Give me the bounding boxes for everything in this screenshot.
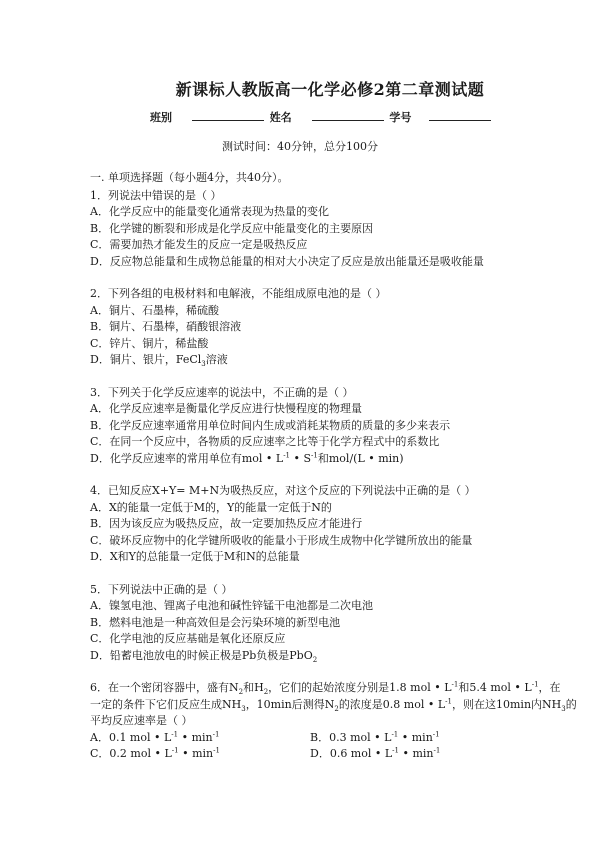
questions xyxy=(90,170,577,763)
option-d[interactable]: D．铅蓄电池放电的时候正极是Pb负极是PbO$_2$ xyxy=(90,648,318,664)
option-a[interactable]: A．铜片、石墨棒，稀硫酸 xyxy=(90,303,219,317)
question-2 xyxy=(90,286,530,369)
option-d[interactable]: D．化学反应速率的常用单位有mol • $L^{-1}$ • $S^{-1}$和mol/(L • min) xyxy=(90,450,404,465)
option-b[interactable]: B．因为该反应为吸热反应，故一定要加热反应才能进行 xyxy=(90,517,363,530)
question-stem-line-3: 平均反应速率是（ ） xyxy=(90,714,193,727)
student-info-line xyxy=(150,108,493,125)
class-label: 班别 xyxy=(150,111,172,124)
option-a[interactable]: A．镍氢电池、锂离子电池和碱性锌锰干电池都是二次电池 xyxy=(90,599,373,612)
option-c[interactable]: C．锌片、铜片，稀盐酸 xyxy=(90,336,209,350)
question-stem-line-2: 一定的条件下它们反应生成$NH_3$，10min后测得$N_2$的浓度是0.8 mol • $L^{-1}$，则在这10min内$NH_3$的 xyxy=(90,696,577,713)
options-row-1 xyxy=(90,730,530,747)
question-4 xyxy=(90,483,530,566)
question-3 xyxy=(90,385,530,468)
question-stem: 1．列说法中错误的是（ ） xyxy=(90,188,222,202)
question-5 xyxy=(90,582,530,665)
question-stem-line-1: 6．在一个密闭容器中，盛有$N_2$和$H_2$，它们的起始浓度分别是1.8 mol • $L^{-1}$和5.4 mol • $L^{-1}$，在 xyxy=(90,680,561,697)
name-label: 姓名 xyxy=(269,111,292,124)
question-stem: 5．下列说法中正确的是（ ） xyxy=(90,582,233,596)
option-a[interactable]: A．化学反应中的能量变化通常表现为热量的变化 xyxy=(90,205,329,218)
option-c[interactable]: C．破坏反应物中的化学键所吸收的能量小于形成生成物中化学键所放出的能量 xyxy=(90,533,473,547)
option-b[interactable]: B．化学键的断裂和形成是化学反应中能量变化的主要原因 xyxy=(90,221,374,235)
option-d[interactable]: D．X和Y的总能量一定低于M和N的总能量 xyxy=(90,550,300,563)
question-stem: 4．已知反应X+Y= M+N为吸热反应，对这个反应的下列说法中正确的是（ ） xyxy=(90,484,476,497)
option-b[interactable]: B．0.3 mol • $L^{-1}$ • $\min^{-1}$ xyxy=(310,729,440,744)
option-a[interactable]: A．化学反应速率是衡量化学反应进行快慢程度的物理量 xyxy=(90,402,362,415)
section-heading: 一. 单项选择题（每小题4分，共40分）。 xyxy=(90,171,289,184)
name-blank[interactable] xyxy=(312,108,384,121)
option-c[interactable]: C．需要加热才能发生的反应一定是吸热反应 xyxy=(90,238,308,251)
question-1 xyxy=(90,188,530,271)
test-time-info: 测试时间：40分钟，总分100分 xyxy=(222,140,378,153)
options-row-2 xyxy=(90,746,530,763)
question-stem: 3．下列关于化学反应速率的说法中，不正确的是（ ） xyxy=(90,385,354,399)
option-b[interactable]: B．燃料电池是一种高效但是会污染环境的新型电池 xyxy=(90,615,341,629)
option-d[interactable]: D．0.6 mol • $L^{-1}$ • $\min^{-1}$ xyxy=(310,746,441,760)
option-b[interactable]: B．化学反应速率通常用单位时间内生成或消耗某物质的质量的多少来表示 xyxy=(90,418,451,432)
option-b[interactable]: B．铜片、石墨棒，硝酸银溶液 xyxy=(90,320,242,333)
option-a[interactable]: A．X的能量一定低于M的，Y的能量一定低于N的 xyxy=(90,500,332,514)
id-blank[interactable] xyxy=(429,108,491,121)
class-blank[interactable] xyxy=(192,108,264,121)
question-stem: 2．下列各组的电极材料和电解液，不能组成原电池的是（ ） xyxy=(90,287,387,300)
option-c[interactable]: C．0.2 mol • $L^{-1}$ • $\min^{-1}$ xyxy=(90,746,220,760)
id-label: 学号 xyxy=(389,111,412,124)
question-6 xyxy=(90,680,577,763)
option-c[interactable]: C．在同一个反应中，各物质的反应速率之比等于化学方程式中的系数比 xyxy=(90,435,440,448)
option-c[interactable]: C．化学电池的反应基础是氧化还原反应 xyxy=(90,632,286,645)
option-a[interactable]: A．0.1 mol • $L^{-1}$ • $\min^{-1}$ xyxy=(90,729,220,744)
page-title: 新课标人教版高一化学必修2第二章测试题 xyxy=(175,80,485,99)
option-d[interactable]: D．铜片、银片，FeCl$_3$溶液 xyxy=(90,353,228,369)
option-d[interactable]: D．反应物总能量和生成物总能量的相对大小决定了反应是放出能量还是吸收能量 xyxy=(90,254,484,268)
